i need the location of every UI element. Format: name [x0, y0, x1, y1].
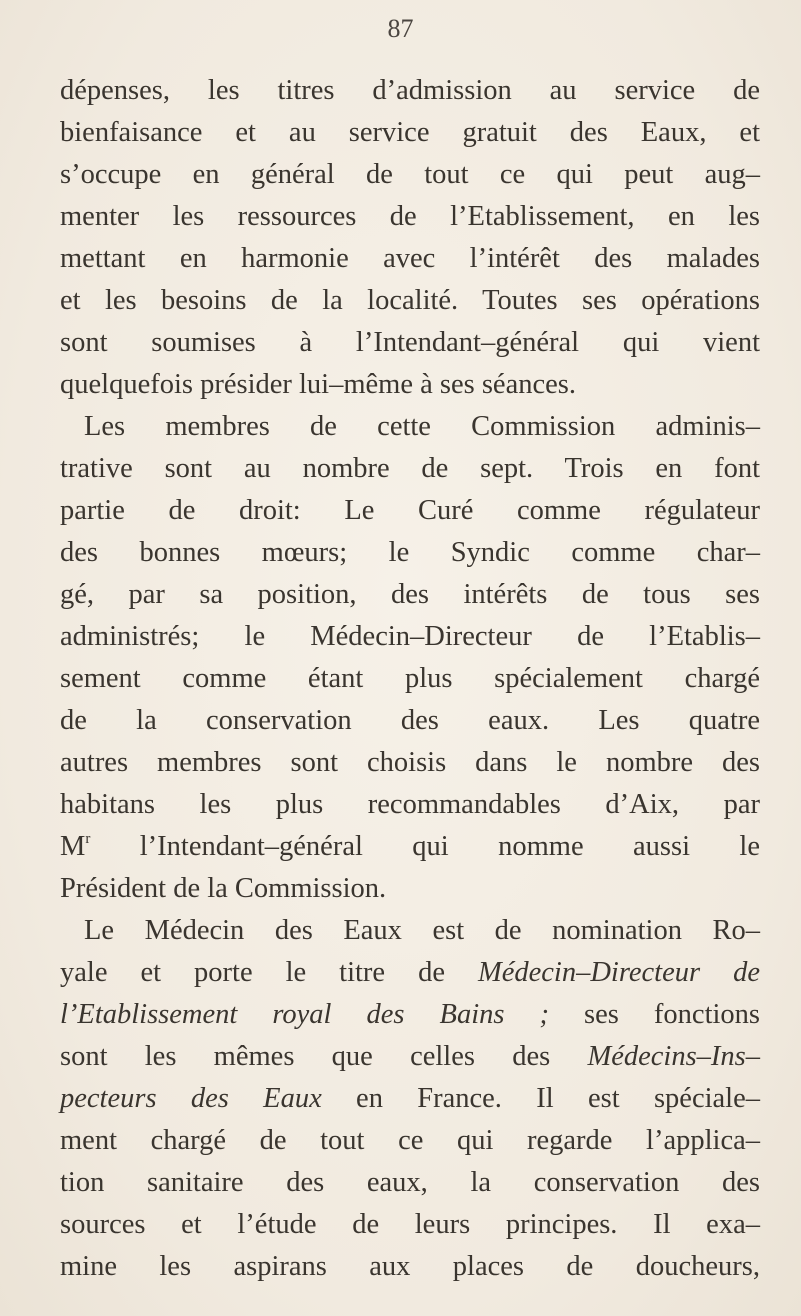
text-line: Les membres de cette Commission adminis–	[84, 411, 760, 442]
page-number: 87	[387, 14, 414, 43]
italic-fragment: Médecin–Directeur de	[477, 957, 760, 988]
text-line	[60, 826, 760, 868]
text-line: partie de droit: Le Curé comme régulateur	[60, 495, 760, 526]
text-line: Président de la Commission.	[60, 873, 387, 904]
body-text	[60, 70, 760, 1288]
text-fragment: yale et porte le titre de	[60, 957, 478, 988]
text-line: Le Médecin des Eaux est de nomination Ro–	[84, 915, 760, 946]
text-line	[60, 1036, 760, 1078]
italic-fragment: pecteurs des Eaux	[60, 1083, 322, 1114]
text-line: tion sanitaire des eaux, la conservation des	[60, 1167, 760, 1198]
text-line	[60, 1078, 760, 1120]
text-line	[60, 952, 760, 994]
text-line: gé, par sa position, des intérêts de tous ses	[60, 579, 760, 610]
text-line	[60, 994, 760, 1036]
text-line: bienfaisance et au service gratuit des Eaux, et	[60, 117, 760, 148]
text-line: sources et l’étude de leurs principes. Il exa–	[60, 1209, 760, 1240]
text-line: dépenses, les titres d’admission au service de	[60, 75, 760, 106]
text-fragment: en France. Il est spéciale–	[321, 1083, 760, 1114]
text-line: et les besoins de la localité. Toutes ses opérations	[60, 285, 760, 316]
text-fragment: M	[60, 831, 86, 862]
text-line: mettant en harmonie avec l’intérêt des malades	[60, 243, 760, 274]
text-line: sement comme étant plus spécialement chargé	[60, 663, 760, 694]
italic-fragment: Médecins–Ins–	[587, 1041, 760, 1072]
text-line: menter les ressources de l’Etablissement, en les	[60, 201, 760, 232]
text-line: quelquefois présider lui–même à ses séances.	[60, 369, 576, 400]
superscript: r	[85, 831, 91, 847]
text-line: sont soumises à l’Intendant–général qui vient	[60, 327, 760, 358]
text-line: s’occupe en général de tout ce qui peut aug–	[60, 159, 760, 190]
text-line: autres membres sont choisis dans le nombre des	[60, 747, 760, 778]
text-line: habitans les plus recommandables d’Aix, par	[60, 789, 760, 820]
text-line: administrés; le Médecin–Directeur de l’Etablis–	[60, 621, 760, 652]
italic-fragment: l’Etablissement royal des Bains ;	[60, 999, 549, 1030]
text-line: des bonnes mœurs; le Syndic comme char–	[60, 537, 760, 568]
text-line: trative sont au nombre de sept. Trois en font	[60, 453, 760, 484]
text-fragment: ses fonctions	[549, 999, 760, 1030]
text-line: ment chargé de tout ce qui regarde l’applica–	[60, 1125, 760, 1156]
text-line: mine les aspirans aux places de doucheurs,	[60, 1251, 760, 1282]
text-fragment: l’Intendant–général qui nomme aussi le	[90, 831, 760, 862]
text-fragment: sont les mêmes que celles des	[60, 1041, 588, 1072]
text-line: de la conservation des eaux. Les quatre	[60, 705, 760, 736]
